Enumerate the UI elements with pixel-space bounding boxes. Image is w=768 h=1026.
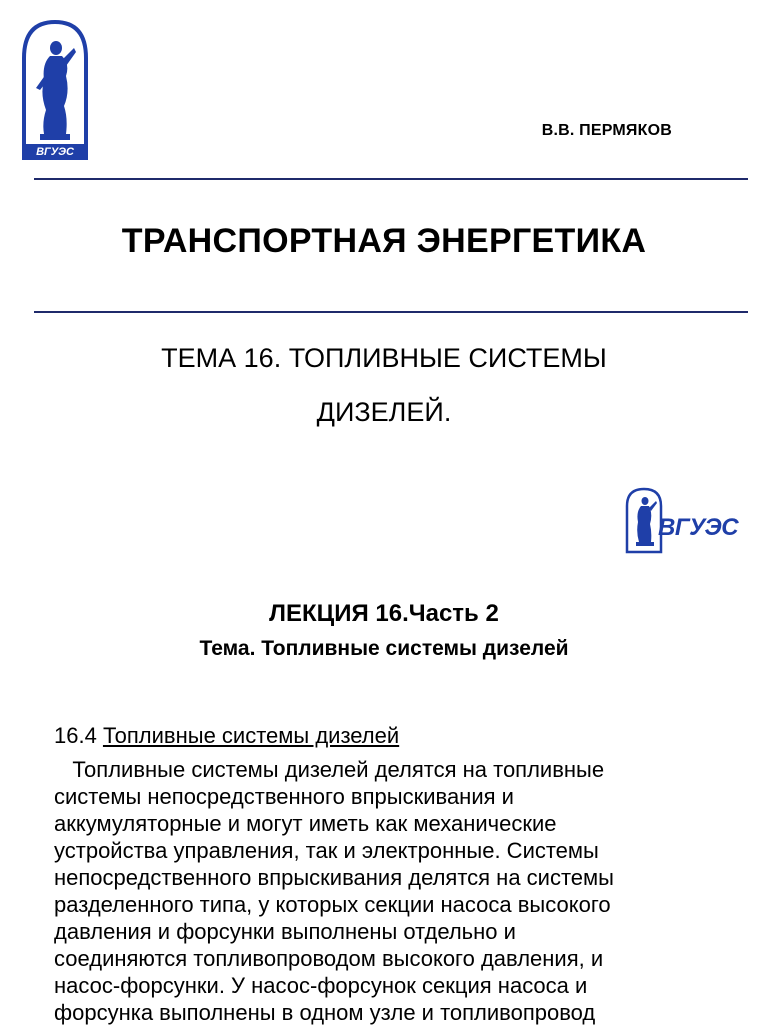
university-logo — [20, 18, 90, 166]
section-body — [54, 756, 744, 1026]
body-line: разделенного типа, у которых секции насоса высокого — [54, 892, 611, 917]
body-line: системы непосредственного впрыскивания и — [54, 784, 514, 809]
body-line: форсунка выполнены в одном узле и топливопровод — [54, 1000, 596, 1025]
body-line: давления и форсунки выполнены отдельно и — [54, 919, 516, 944]
section-heading — [54, 723, 399, 749]
university-logo-small — [624, 486, 758, 556]
body-line: насос-форсунки. У насос-форсунок секция насоса и — [54, 973, 588, 998]
topic-line-2: ДИЗЕЛЕЙ. — [316, 397, 452, 427]
lecture-title: ЛЕКЦИЯ 16.Часть 2 — [269, 600, 499, 627]
divider-top — [34, 178, 748, 180]
section-number: 16.4 — [54, 723, 103, 748]
topic-line-1: ТЕМА 16. ТОПЛИВНЫЕ СИСТЕМЫ — [161, 343, 607, 373]
divider-bottom — [34, 311, 748, 313]
author-name: В.В. ПЕРМЯКОВ — [541, 122, 672, 139]
statue-emblem-icon — [20, 18, 90, 166]
body-line: соединяются топливопроводом высокого давления, и — [54, 946, 604, 971]
body-line: непосредственного впрыскивания делятся на системы — [54, 865, 614, 890]
logo-wordmark: ВГУЭС — [658, 514, 739, 541]
logo-text: ВГУЭС — [36, 146, 74, 158]
document-title: ТРАНСПОРТНАЯ ЭНЕРГЕТИКА — [121, 222, 647, 260]
section-title: Топливные системы дизелей — [102, 723, 400, 748]
body-line: устройства управления, так и электронные. Системы — [54, 838, 599, 863]
lecture-subtitle: Тема. Топливные системы дизелей — [199, 637, 569, 660]
body-line: аккумуляторные и могут иметь как механические — [54, 811, 557, 836]
body-line: Топливные системы дизелей делятся на топливные — [54, 757, 605, 782]
